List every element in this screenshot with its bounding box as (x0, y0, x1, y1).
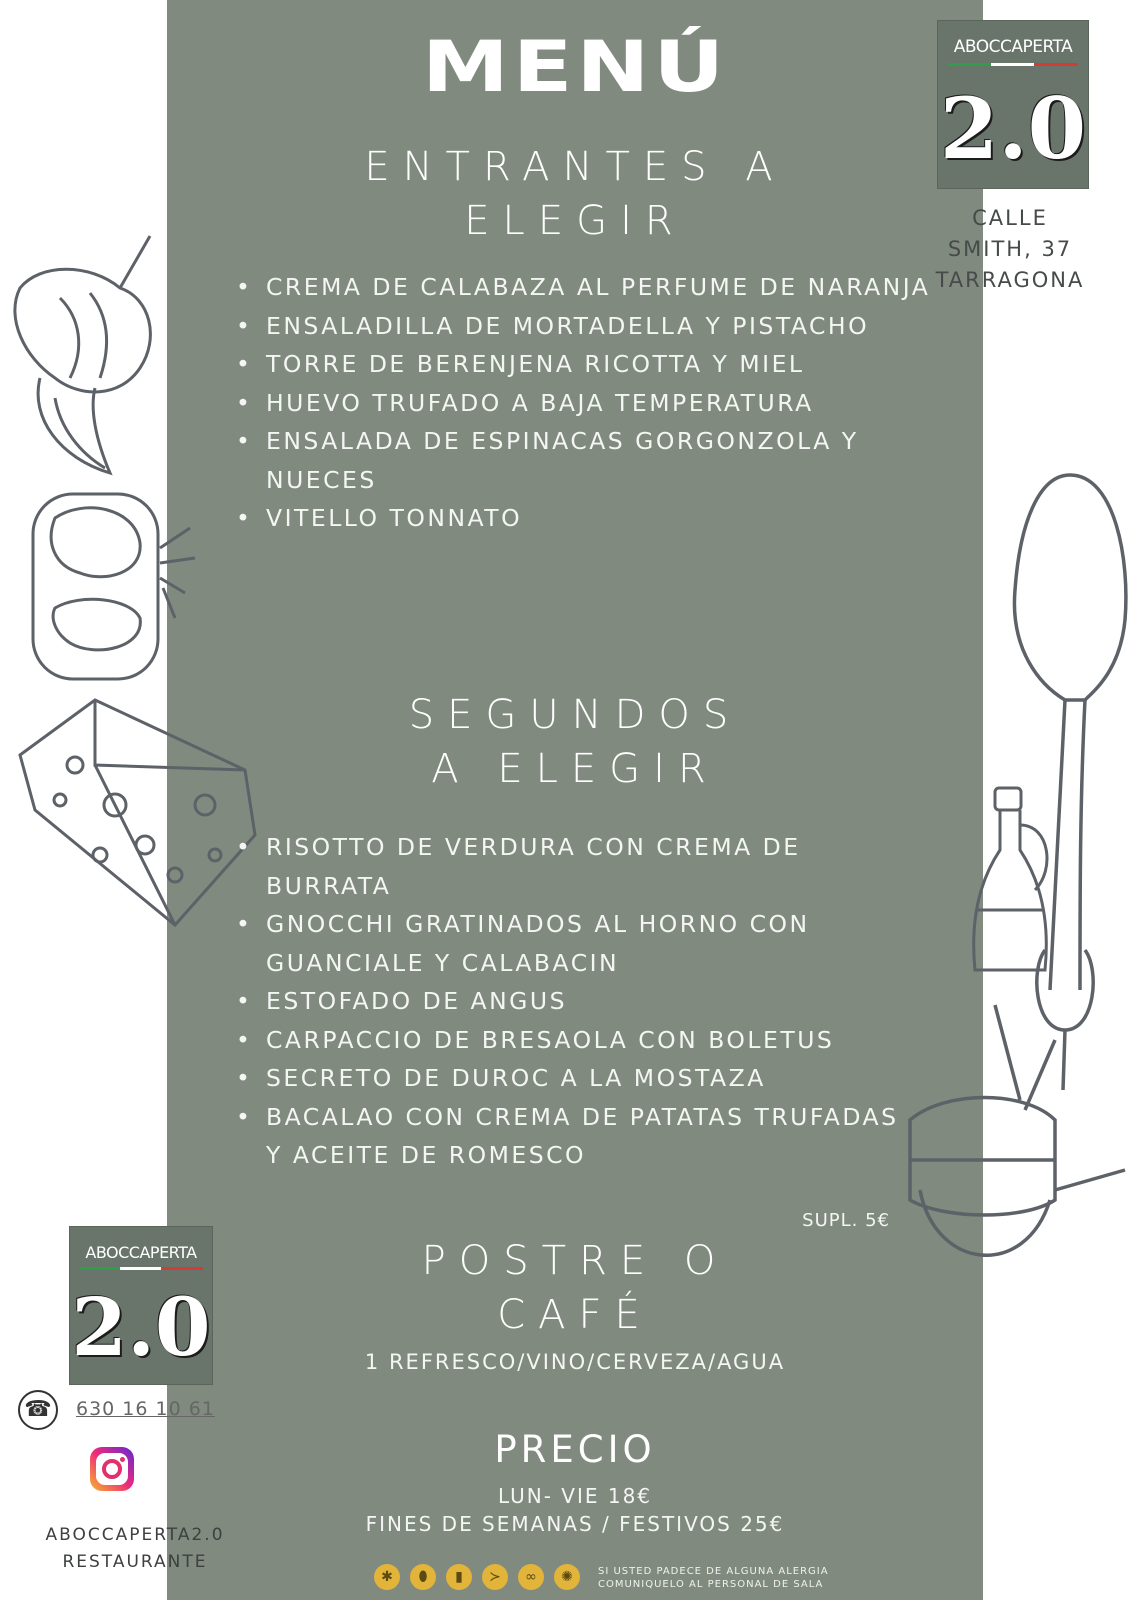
list-item: • CARPACCIO DE BRESAOLA CON BOLETUS (266, 1021, 916, 1060)
dessert-heading-line1: POSTRE O (421, 1238, 729, 1284)
list-item: • ENSALADA DE ESPINACAS GORGONZOLA Y NUECES (266, 422, 966, 499)
address (905, 203, 1115, 296)
list-item: • GNOCCHI GRATINADOS AL HORNO CON GUANCIALE Y CALABACIN (266, 905, 916, 982)
list-item: • ENSALADILLA DE MORTADELLA Y PISTACHO (266, 307, 966, 346)
milk-icon: ▮ (446, 1564, 472, 1590)
mains-list (232, 828, 916, 1175)
instagram-handle: ABOCCAPERTA2.0 (45, 1525, 225, 1545)
mains-heading-line2: A ELEGIR (431, 746, 719, 792)
dessert-heading-line2: CAFÉ (497, 1292, 653, 1338)
address-line1: CALLE (972, 206, 1048, 230)
italian-flag-stripe (79, 1267, 203, 1270)
brand-name: ABOCCAPERTA (85, 1243, 197, 1262)
allergy-notice-line1: SI USTED PADECE DE ALGUNA ALERGIA (598, 1566, 829, 1577)
gluten-icon: ✱ (374, 1564, 400, 1590)
menu-title: MENÚ (421, 26, 729, 108)
starters-list (232, 268, 966, 538)
list-item: • SECRETO DE DUROC A LA MOSTAZA (266, 1059, 916, 1098)
address-line2: SMITH, 37 (947, 237, 1073, 261)
phone-number-link[interactable]: 630 16 10 61 (76, 1398, 215, 1420)
brand-logo-top (937, 20, 1089, 189)
brand-version: 2.0 (71, 1280, 211, 1374)
address-line3: TARRAGONA (935, 268, 1085, 292)
list-item: • VITELLO TONNATO (266, 499, 966, 538)
social-handle (20, 1522, 250, 1576)
drinks-included: 1 REFRESCO/VINO/CERVEZA/AGUA (364, 1350, 786, 1374)
restaurant-tagline: RESTAURANTE (62, 1552, 208, 1572)
mains-heading-line1: SEGUNDOS (408, 692, 742, 738)
starters-heading-line2: ELEGIR (464, 198, 686, 244)
egg-icon: ⬮ (410, 1564, 436, 1590)
oil-bottle-illustration (965, 780, 1060, 1000)
peanut-icon: ∞ (518, 1564, 544, 1590)
dessert-heading (167, 1234, 983, 1342)
telephone-icon[interactable]: ☎ (18, 1390, 58, 1430)
list-item: • ESTOFADO DE ANGUS (266, 982, 916, 1021)
allergy-notice-line2: COMUNIQUELO AL PERSONAL DE SALA (598, 1579, 824, 1590)
garlic-illustration (0, 228, 170, 488)
brand-logo-bottom (69, 1226, 213, 1385)
list-item: • BACALAO CON CREMA DE PATATAS TRUFADAS Y ACEITE DE ROMESCO (266, 1098, 916, 1175)
price-weekdays: LUN- VIE 18€ (497, 1484, 653, 1508)
price-heading: PRECIO (494, 1428, 656, 1471)
starters-heading (167, 140, 983, 248)
price-weekends: FINES DE SEMANAS / FESTIVOS 25€ (365, 1512, 785, 1536)
tomato-slice-illustration (25, 488, 200, 688)
fish-icon: ≻ (482, 1564, 508, 1590)
supplement-note: SUPL. 5€ (802, 1210, 890, 1231)
crustacean-icon: ✺ (554, 1564, 580, 1590)
brand-version: 2.0 (939, 79, 1087, 178)
italian-flag-stripe (948, 63, 1078, 66)
list-item: • CREMA DE CALABAZA AL PERFUME DE NARANJA (266, 268, 966, 307)
mains-heading (167, 688, 983, 796)
list-item: • HUEVO TRUFADO A BAJA TEMPERATURA (266, 384, 966, 423)
brand-name: ABOCCAPERTA (953, 37, 1073, 57)
starters-heading-line1: ENTRANTES A (364, 144, 786, 190)
list-item: • TORRE DE BERENJENA RICOTTA Y MIEL (266, 345, 966, 384)
list-item: • RISOTTO DE VERDURA CON CREMA DE BURRATA (266, 828, 916, 905)
instagram-icon[interactable] (90, 1447, 134, 1491)
allergy-notice (598, 1565, 829, 1591)
